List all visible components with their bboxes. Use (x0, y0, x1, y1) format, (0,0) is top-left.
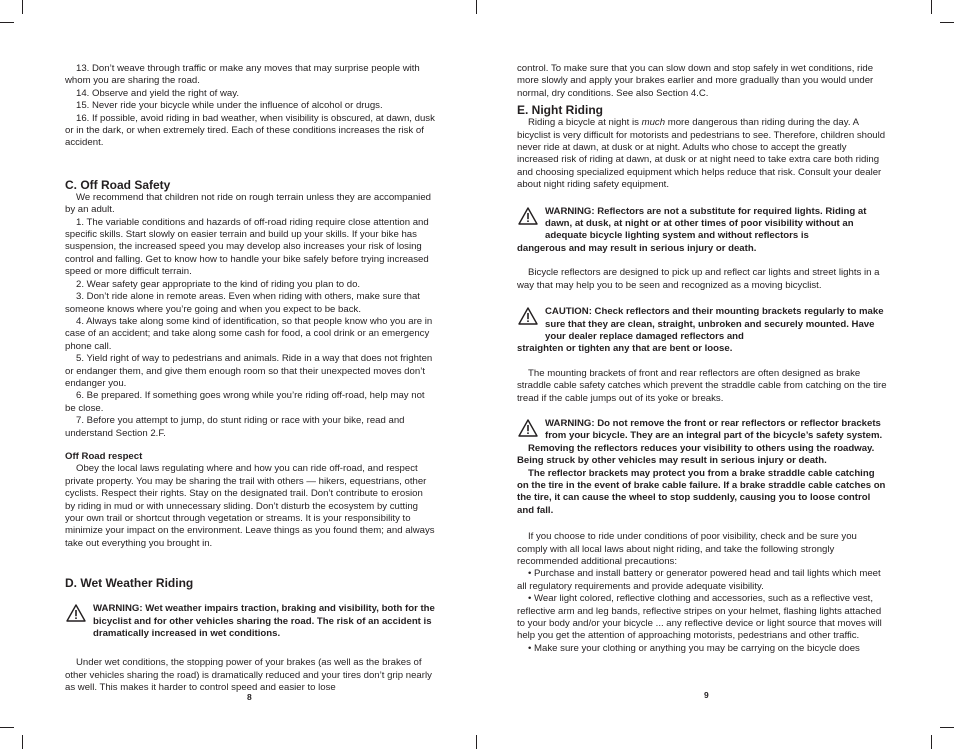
crop-mark (0, 22, 14, 23)
precaution-bullet-lights: • Purchase and install battery or generator powered head and tail lights which meet all regulatory requirements and provide adequate visibility. (517, 568, 881, 592)
page-number-right: 9 (704, 690, 709, 700)
crop-mark (476, 0, 477, 14)
reflectors-warning-text: WARNING: Reflectors are not a substitute for required lights. Riding at dawn, at dusk, at night or at other times of poor visibility without an adequate bicycle lighting system and without reflectors is (545, 205, 867, 242)
crop-mark (931, 735, 932, 749)
offroad-item-3: 3. Don’t ride alone in remote areas. Even when riding with others, make sure that someone knows where you’re going and when you expect to be back. (65, 291, 420, 315)
offroad-item-1: 1. The variable conditions and hazards of off-road riding require close attention and specific skills. Start slowly on easier terrain and build up your skills. If your bike has suspension, the increased speed you may develop also increases your risk of losing control and falling. Get to know how to handle your bike safely before trying increased speed or more difficult terrain. (65, 216, 429, 278)
rule-16: 16. If possible, avoid riding in bad weather, when visibility is obscured, at dawn, dusk or in the dark, or when extremely tired. Each of these conditions increases the risk of accident. (65, 112, 435, 149)
wet-weather-continued: control. To make sure that you can slow down and stop safely in wet conditions, ride more slowly and apply your brakes earlier and more gradually than you would under normal, dry conditions. See also Section 4.C. (517, 63, 874, 99)
rule-15: 15. Never ride your bicycle while under the influence of alcohol or drugs. (76, 100, 383, 112)
mounting-brackets-text: The mounting brackets of front and rear reflectors are often designed as brake straddle cable safety catches which prevent the straddle cable from catching on the tire tread if the cable jumps out of its yoke or breaks. (517, 367, 887, 404)
left-page (65, 63, 435, 695)
caution-text: CAUTION: Check reflectors and their mounting brackets regularly to make sure that they are clean, straight, unbroken and securely mounted. Have your dealer replace damaged reflectors and (545, 306, 884, 342)
night-intro-a: Riding a bicycle at night is (528, 117, 642, 129)
offroad-item-4: 4. Always take along some kind of identification, so that people know who you are in case of an accident; and take along some cash for food, a cool drink or an emergency phone call. (65, 315, 433, 352)
rule-13: 13. Don’t weave through traffic or make any moves that may surprise people with whom you are sharing the road. (65, 63, 420, 87)
crop-mark (476, 735, 477, 749)
rule-14: 14. Observe and yield the right of way. (76, 87, 240, 99)
remove-reflectors-warning-text: WARNING: Do not remove the front or rear reflectors or reflector brackets from your bicycle. They are an integral part of the bicycle’s safety system. (545, 417, 883, 442)
offroad-item-7: 7. Before you attempt to jump, do stunt riding or race with your bike, read and understand Section 2.F. (65, 415, 405, 439)
reflectors-lights-warning (517, 206, 887, 256)
crop-mark (940, 22, 954, 23)
section-c-heading: C. Off Road Safety (65, 177, 171, 192)
page-number-left: 8 (247, 692, 252, 702)
reflectors-warning-text-end: dangerous and may result in serious injury or death. (517, 242, 757, 254)
warning-triangle-icon (518, 207, 538, 225)
warning-triangle-icon (518, 307, 538, 325)
warning-triangle-icon (66, 604, 86, 622)
bicycle-reflectors-text: Bicycle reflectors are designed to pick up and reflect car lights and street lights in a way that may help you to be seen and recognized as a moving bicyclist. (517, 267, 880, 291)
section-c-intro: We recommend that children not ride on rough terrain unless they are accompanied by an adult. (65, 191, 431, 216)
poor-visibility-text: If you choose to ride under conditions of poor visibility, check and be sure you comply with all local laws about night riding, and take the following strongly recommended additional precautions: (517, 531, 857, 567)
offroad-item-5: 5. Yield right of way to pedestrians and animals. Ride in a way that does not frighten or endanger them, and give them enough room so that their unexpected moves don’t endanger you. (65, 353, 433, 389)
right-page (517, 63, 887, 655)
crop-mark (22, 735, 23, 749)
crop-mark (22, 0, 23, 14)
crop-mark (940, 727, 954, 728)
section-d-heading: D. Wet Weather Riding (65, 576, 194, 591)
night-intro-b: more dangerous than riding during the day. A bicyclist is very difficult for motorists and pedestrians to see. Therefore, children should never ride at dawn, at dusk or at night. Adults who chose to accept the greatly increased risk of riding at dawn, at dusk or at night need to take extra care both riding and choosing specialized equipment which helps reduce that risk. Consult your dealer about night riding safety equipment. (517, 117, 886, 191)
brackets-warning-text: The reflector brackets may protect you from a brake straddle cable catching on the tire in the event of brake cable failure. If a brake straddle cable catches on the tire, it can cause the wheel to stop suddenly, causing you to loose control and fall. (517, 467, 886, 516)
night-riding-intro (517, 117, 887, 191)
wet-conditions-text: Under wet conditions, the stopping power of your brakes (as well as the brakes of other vehicles sharing the road) is dramatically reduced and your tires don’t grip nearly as well. This makes it harder to control speed and easier to lose (65, 657, 432, 694)
caution-text-end: straighten or tighten any that are bent or loose. (517, 343, 733, 355)
precaution-bullet-clothing: • Wear light colored, reflective clothing and accessories, such as a reflective vest, reflective arm and leg bands, reflective stripes on your helmet, flashing lights attached to your body and/or your bicycle ... any reflective device or light source that moves will help you get the attention of approaching motorists, pedestrians and other traffic. (517, 593, 882, 642)
reflectors-caution (517, 306, 887, 356)
crop-mark (0, 727, 14, 728)
precaution-bullet-carrying: • Make sure your clothing or anything you may be carrying on the bicycle does (528, 642, 860, 654)
offroad-item-6: 6. Be prepared. If something goes wrong while you’re riding off-road, help may not be close. (65, 390, 425, 414)
offroad-respect-heading: Off Road respect (65, 450, 143, 462)
offroad-item-2: 2. Wear safety gear appropriate to the kind of riding you plan to do. (76, 278, 361, 290)
wet-weather-warning (65, 603, 435, 640)
crop-mark (931, 0, 932, 14)
warning-triangle-icon (518, 419, 538, 437)
wet-weather-warning-text: WARNING: Wet weather impairs traction, braking and visibility, both for the bicyclist and for other vehicles sharing the road. The risk of an accident is dramatically increased in wet conditions. (93, 603, 435, 640)
remove-reflectors-warning (517, 418, 887, 517)
visibility-warning-text: Removing the reflectors reduces your visibility to others using the roadway. Being struck by other vehicles may result in serious injury or death. (517, 442, 875, 467)
section-e-heading: E. Night Riding (517, 103, 603, 118)
offroad-respect-text: Obey the local laws regulating where and how you can ride off-road, and respect private property. You may be sharing the trail with others — hikers, equestrians, other cyclists. Respect their rights. Stay on the designated trail. Don’t contribute to erosion by riding in mud or with unnecessary sliding. Don’t disturb the ecosystem by cutting your own trail or shortcut through vegetation or streams. It is your responsibility to minimize your impact on the environment. Leave things as you found them; and always take out everything you brought in. (65, 463, 435, 549)
night-intro-emphasis: much (641, 117, 666, 129)
